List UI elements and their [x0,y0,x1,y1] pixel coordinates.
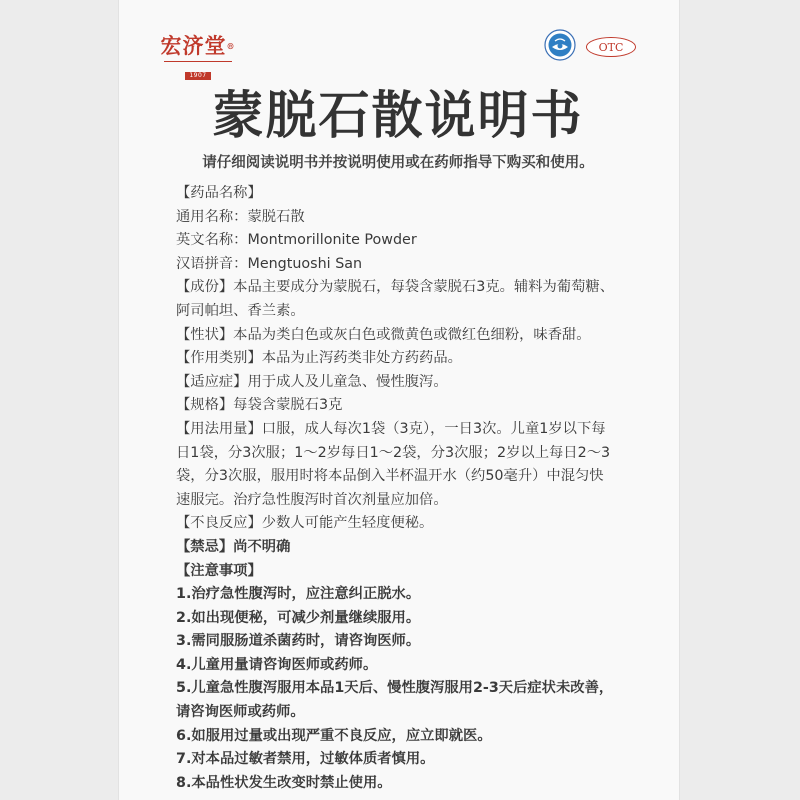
precaution-item: 5.儿童急性腹泻服用本品1天后、慢性腹泻服用2-3天后症状未改善， [176,680,614,697]
precaution-item: 3.需同服肠道杀菌药时，请咨询医师。 [176,633,421,650]
usage-line-4: 速服完。治疗急性腹泻时首次剂量应加倍。 [176,491,448,508]
usage-line-2: 日1袋，分3次服；1～2岁每日1～2袋，分3次服；2岁以上每日2～3 [176,444,611,461]
usage-line-1: 【用法用量】口服，成人每次1袋（3克），一日3次。儿童1岁以下每 [176,420,606,437]
usage-line-3: 袋，分3次服，服用时将本品倒入半杯温开水（约50毫升）中混匀快 [176,468,604,485]
page-title: 蒙脱石散说明书 [212,87,584,146]
adverse-reactions: 【不良反应】少数人可能产生轻度便秘。 [176,515,434,532]
generic-name: 通用名称：蒙脱石散 [176,208,305,225]
pinyin-name: 汉语拼音：Mengtuoshi San [176,255,363,272]
precaution-item: 8.本品性状发生改变时禁止使用。 [176,774,392,791]
brand-logo [158,34,238,81]
otc-badge: OTC [586,37,636,57]
ingredients-line-1: 【成份】本品主要成分为蒙脱石，每袋含蒙脱石3克。辅料为葡萄糖、 [176,279,614,296]
brand-name: 宏济堂 [160,33,227,58]
english-name: 英文名称：Montmorillonite Powder [176,232,417,249]
precaution-item: 请咨询医师或药师。 [176,704,305,721]
health-emblem-icon [544,29,576,61]
specification: 【规格】每袋含蒙脱石3克 [176,397,343,414]
precaution-item: 7.对本品过敏者禁用，过敏体质者慎用。 [176,751,435,768]
properties: 【性状】本品为类白色或灰白色或微黄色或微红色细粉，味香甜。 [176,326,591,343]
indications: 【适应症】用于成人及儿童急、慢性腹泻。 [176,373,448,390]
precaution-item: 2.如出现便秘，可减少剂量继续服用。 [176,609,421,626]
leaflet-body [176,182,646,795]
registered-mark: ® [226,41,236,51]
precautions-header: 【注意事项】 [176,562,262,579]
ingredients-line-2: 阿司帕坦、香兰素。 [176,302,305,319]
logo-divider [164,61,232,62]
page-subtitle: 请仔细阅读说明书并按说明使用或在药师指导下购买和使用。 [202,155,594,171]
category: 【作用类别】本品为止泻药类非处方药药品。 [176,350,462,367]
brand-year-badge: 1907 [185,72,210,80]
contraindications: 【禁忌】尚不明确 [176,538,291,555]
precaution-item: 1.治疗急性腹泻时，应注意纠正脱水。 [176,586,421,603]
drug-name-header: 【药品名称】 [176,185,262,201]
precaution-item: 6.如服用过量或出现严重不良反应，应立即就医。 [176,727,492,744]
precaution-item: 4.儿童用量请咨询医师或药师。 [176,656,378,673]
